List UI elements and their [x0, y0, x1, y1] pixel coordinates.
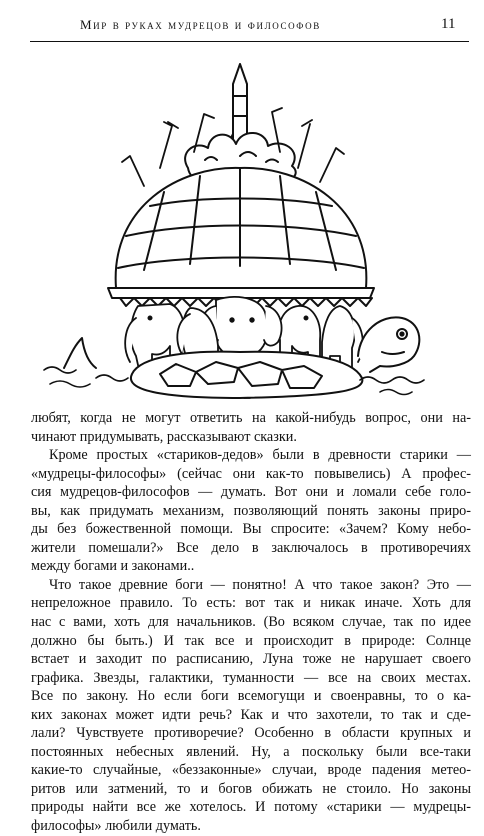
text-line: Все по закону. Но если боги всемогущи и своенравны, то о ка-: [31, 688, 471, 705]
paragraph: [31, 576, 471, 836]
text-line: постоянных небесных явлений. Ну, а поскольку были все-таки: [31, 743, 471, 760]
text-line: между богами и законами..: [31, 558, 195, 575]
text-line: лали? Чувствуете противоречие? Особенно в области крупных и: [31, 725, 471, 742]
paragraph: [31, 409, 471, 446]
body-text: [31, 409, 471, 836]
header-rule: [30, 41, 469, 42]
text-line: встает и заходит по расписанию, Луна тоже не нарушает своего: [31, 651, 471, 668]
text-line: вы, как придумать механизм, позволяющий понять законы приро-: [31, 502, 471, 519]
text-line: должно бы быть.) И так все и происходит в природе: Солнце: [31, 632, 471, 649]
page-header: [0, 0, 484, 44]
turtle-elephants-dome-rocket-illustration: [40, 56, 440, 401]
text-line: любят, когда не могут ответить на какой-нибудь вопрос, они на-: [31, 410, 471, 426]
running-title: Мир в руках мудрецов и философов: [80, 17, 321, 32]
text-line: жители помешали?» Все дело в заключалось в противоречиях: [31, 539, 471, 556]
text-line: какие-то случайные, «беззаконные» случаи, вроде падения метео-: [31, 762, 471, 779]
text-line: «мудрецы-философы» (сейчас они как-то повывелись) А профес-: [31, 465, 471, 482]
text-line: ды без божественной помощи. Вы спросите: «Зачем? Кому небо-: [31, 521, 471, 538]
text-line: сия мудрецов-философов — думать. Вот они и ломали себе голо-: [31, 484, 471, 501]
text-line: природы найти все же хотелось. И потому «старики — мудрецы-: [31, 799, 471, 816]
text-line: непреложное правило. То есть: вот так и никак иначе. Хоть для: [31, 595, 471, 612]
page-number: 11: [441, 16, 456, 32]
paragraph: [31, 446, 471, 576]
text-line: нас с вами, хоть для начальников. (Во всяком случае, так по идее: [31, 614, 471, 631]
text-line: ких законах может идти речь? Как и что захотели, то так и сде-: [31, 706, 471, 723]
text-line: Что такое древние боги — понятно! А что такое закон? Это —: [49, 576, 471, 593]
text-line: ритов или затмений, то и богов обижать не стоило. Но законы: [31, 780, 471, 797]
text-line: Кроме простых «стариков-дедов» были в древности старики —: [49, 447, 471, 464]
text-line: философы» любили думать.: [31, 818, 201, 835]
dome-icon: [108, 168, 374, 306]
text-line: графика. Звезды, галактики, туманности — все на своих местах.: [31, 669, 471, 686]
text-line: чинают придумывать, рассказывают сказки.: [31, 428, 297, 445]
